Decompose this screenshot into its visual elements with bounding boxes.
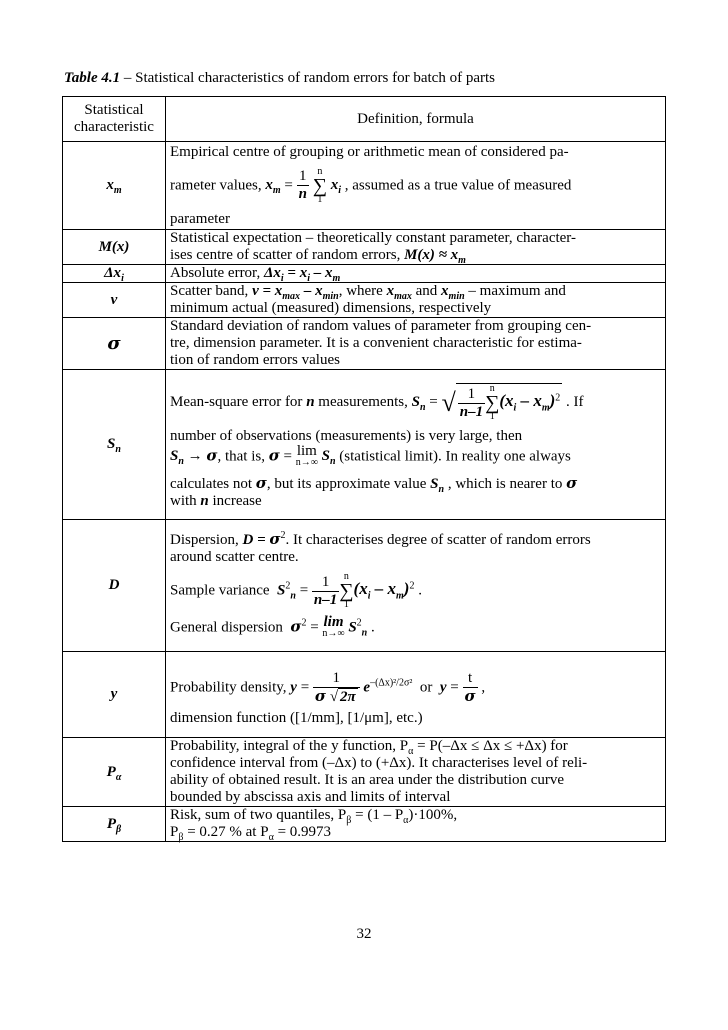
- symbol-dxi: $\Delta x_i$: [63, 265, 166, 283]
- symbol-d: D: [63, 520, 166, 652]
- table-row: [63, 807, 666, 842]
- table-row: [63, 652, 666, 738]
- table-header-row: [63, 97, 666, 142]
- header-characteristic: Statistical characteristic: [63, 97, 166, 142]
- definition-dxi: Absolute error, $\Delta x_i = x_i - x_m$: [166, 265, 666, 283]
- header-definition: Definition, formula: [166, 97, 666, 142]
- symbol-xm: $x_m$: [63, 142, 166, 230]
- table-label: Table 4.1: [64, 70, 121, 86]
- table-row: [63, 318, 666, 370]
- definition-v: Scatter band, $v = x_{max} - x_{min}$, where $x_{max}$ and $x_{min}$ – maximum and minimum actual (measured) dimensions, respectively: [166, 283, 666, 318]
- symbol-y: y: [63, 652, 166, 738]
- definition-mx: Statistical expectation – theoretically constant parameter, character- ises centre of scatter of random errors, $M(x) \approx x_m$: [166, 230, 666, 265]
- symbol-pb: $P_\beta$: [63, 807, 166, 842]
- page-number: 32: [356, 926, 372, 942]
- table-row: [63, 142, 666, 230]
- definition-pa: Probability, integral of the y function, $P_\alpha = P(-\Delta x \le \Delta x \le +\Delta x)$ for confidence interval from (–Δx) to (+Δx). It characterises level of reli- ability of obtained result. It is an area under the distribution curve bounded by abscissa axis and limits of interval: [166, 738, 666, 807]
- definition-sn: Mean-square error for n measurements, $S_n$ = √ $\frac{1}{n-1}$ n ∑ $1(x_i - x_m)^2$ . If number of observations (measurements) is very large, then $S_n \to \sigma$, that is, σ = lim n→∞ $S_n$ (statistical limit). In reality one always calculates not σ, but its approximate value $S_n$ , which is nearer to σ with n increase: [166, 370, 666, 520]
- definition-pb: Risk, sum of two quantiles, $P_\beta = (1 - P_\alpha)\cdot 100\%$, $P_\beta = 0.27$ % at $P_\alpha = 0.9973$: [166, 807, 666, 842]
- table-row: [63, 738, 666, 807]
- symbol-sigma: σ: [63, 318, 166, 370]
- symbol-sn: $S_n$: [63, 370, 166, 520]
- table-row: [63, 370, 666, 520]
- symbol-pa: $P_\alpha$: [63, 738, 166, 807]
- definition-xm: Empirical centre of grouping or arithmetic mean of considered pa- rameter values, $x_m$ = $\frac{1}{n}$ n ∑ 1 $x_i$ , assumed as a true value of measured parameter: [166, 142, 666, 230]
- statistics-table: [62, 96, 666, 842]
- definition-sigma: Standard deviation of random values of parameter from grouping cen- tre, dimension parameter. It is a convenient characteristic for estima- tion of random errors values: [166, 318, 666, 370]
- table-row: [63, 283, 666, 318]
- definition-d: Dispersion, $D = \sigma^2$. It characterises degree of scatter of random errors around scatter centre. Sample variance $S^2_n$ = $\frac{1}{n-1}$ n ∑ $1(x_i - x_m)^2$ . General dispersion $\sigma^2$ = lim n→∞ $S^2_n$ .: [166, 520, 666, 652]
- symbol-mx: M(x): [63, 230, 166, 265]
- table-row: [63, 265, 666, 283]
- symbol-v: v: [63, 283, 166, 318]
- table-caption-text: – Statistical characteristics of random errors for batch of parts: [120, 70, 495, 86]
- table-caption: [64, 70, 495, 87]
- table-row: [63, 230, 666, 265]
- definition-y: Probability density, y = $\frac{1}{\sigma √ 2\pi}$ $e^{-(\Delta x)^2/2\sigma^2}$ or y = $\frac{t}{\sigma}$ , dimension function ([1/mm], [1/μm], etc.): [166, 652, 666, 738]
- table-row: [63, 520, 666, 652]
